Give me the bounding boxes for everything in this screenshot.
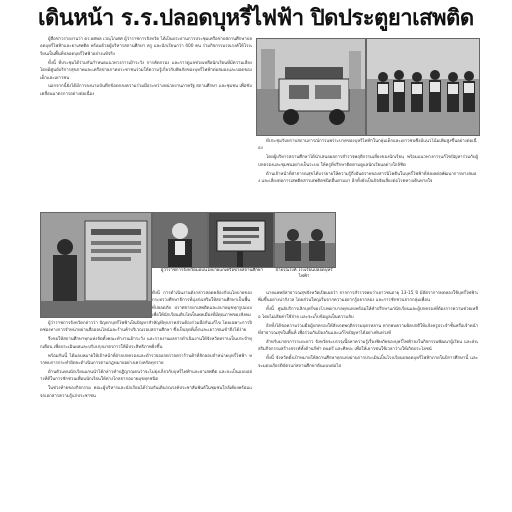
paragraph: ผู้ว่าราชการจังหวัดกล่าวว่า ปัญหาบุหรี่ไฟฟ้าเป็นปัญหาสำคัญที่ทุกภาคส่วนต้องร่วมมือกันแก้ไข โดยเฉพาะการปิดช่องทางการจำหน่ายผ่านสื่อออนไลน์และร้านค้าบริเวณรอบสถานศึกษา ซึ่งเป็นจุดที่เด็กและเยาวชนเข้าถึงได้ง่าย (40, 321, 252, 334)
paragraph: พร้อมกันนี้ ได้มอบหมายให้เจ้าหน้าที่ฝ่ายปกครองและตำรวจออกตรวจตราร้านค้าที่ลักลอบจำหน่ายบุหรี่ไฟฟ้า หากพบการกระทำผิดจะดำเนินการตามกฎหมายอย่างเคร่งครัดทุกราย (40, 353, 252, 367)
paragraph: นอกจากนี้ยังได้มีการลงนามบันทึกข้อตกลงความร่วมมือระหว่างหน่วยงานภาครัฐ สถานศึกษา และชุมชน เพื่อขับเคลื่อนมาตรการอย่างต่อเนื่อง (40, 84, 252, 97)
photo-students (366, 38, 480, 136)
article-headline: เดินหน้า ร.ร.ปลอดบุหรี่ไฟฟ้า ปิดประตูยาเสพติด (38, 6, 474, 31)
paragraph: ในช่วงท้ายของกิจกรรม คณะผู้บริหารและนักเรียนได้ร่วมกันเดินรณรงค์ประชาสัมพันธ์ในชุมชนใกล้เคียงพร้อมแจกเอกสารความรู้แก่ประชาชน (40, 386, 252, 399)
paragraph: ทั้งนี้ การดำเนินงานดังกล่าวสอดคล้องกับนโยบายของกระทรวงศึกษาธิการที่มุ่งส่งเสริมให้สถานศึกษาเป็นพื้นที่ปลอดภัย ปราศจากยาเสพติดและอบายมุขทุกรูปแบบ เพื่อให้นักเรียนเติบโตเป็นพลเมืองที่มีคุณภาพของสังคม (152, 291, 252, 318)
photo-official-speaking (152, 212, 208, 268)
paragraph: ทั้งนี้ ศูนย์บริการเลิกบุหรี่ของโรงพยาบาลทุกแห่งพร้อมให้คำปรึกษาแก่นักเรียนและผู้ปกครองที่ต้องการความช่วยเหลือ โดยไม่เสียค่าใช้จ่าย และจะเก็บข้อมูลเป็นความลับ (258, 307, 478, 320)
photo-caption-left: ผู้ว่าราชการจังหวัดมอบนโยบายแก่เครือข่ายสถานศึกษา (160, 268, 264, 273)
photo-signboard (208, 212, 274, 268)
photo-official-banner (40, 212, 152, 318)
photo-caption-right: ป้ายรณรงค์ โรงเรียนปลอดบุหรี่ไฟฟ้า (275, 268, 333, 280)
paragraph: ผู้สื่อข่าวรายงานว่า ดร.ยศพล เวณุโกเศศ ผู้ว่าราชการจังหวัด ได้เป็นประธานการประชุมเครือข่ายสถานศึกษาปลอดบุหรี่ไฟฟ้าและยาเสพติด พร้อมด้วยผู้บริหารสถานศึกษา ครู และนักเรียนกว่า 400 คน ร่วมกิจกรรมรณรงค์ให้โรงเรียนเป็นพื้นที่ปลอดบุหรี่ไฟฟ้าอย่างแท้จริง (40, 37, 252, 57)
paragraph: ที่ประชุมรับทราบสถานการณ์การแพร่ระบาดของบุหรี่ไฟฟ้าในกลุ่มเด็กและเยาวชนซึ่งมีแนวโน้มเพิ่มสูงขึ้นอย่างต่อเนื่อง (258, 139, 477, 152)
paragraph: นายแพทย์สาธารณสุขจังหวัดเปิดเผยว่า จากการสำรวจพบว่าเยาวชนอายุ 13-15 ปี มีอัตราการทดลองใช้บุหรี่ไฟฟ้าเพิ่มขึ้นอย่างน่ากังวล โดยส่วนใหญ่เริ่มจากความอยากรู้อยากลอง และการชักชวนจากกลุ่มเพื่อน (258, 291, 478, 304)
paragraph: โดยผู้บริหารสถานศึกษาได้นำเสนอผลการสำรวจพฤติกรรมเสี่ยงของนักเรียน พร้อมแนวทางการแก้ไขปัญหาร่วมกับผู้ปกครองและชุมชนอย่างเป็นระบบ ให้ครูที่ปรึกษาติดตามดูแลนักเรียนอย่างใกล้ชิด (258, 155, 478, 168)
paragraph: ทั้งนี้ ที่ประชุมได้ร่วมกันกำหนดแนวทางการเฝ้าระวัง การคัดกรอง และการดูแลช่วยเหลือนักเรียนที่มีความเสี่ยง โดยมีศูนย์บริการสุขภาพและเครือข่ายภาคประชาชนร่วมให้ความรู้เกี่ยวกับพิษภัยของบุหรี่ไฟฟ้าต่อสมองและปอดของเด็กและเยาวชน (40, 60, 252, 81)
photo-meeting (274, 212, 336, 268)
left-column-mid (152, 290, 252, 318)
bottom-left-column (40, 320, 252, 506)
paragraph: ด้านตัวแทนนักเรียนแกนนำได้กล่าวคำปฏิญาณตนว่าจะไม่ยุ่งเกี่ยวกับบุหรี่ไฟฟ้าและยาเสพติด และจะเป็นแบบอย่างที่ดีในการชักชวนเพื่อนนักเรียนให้ห่างไกลจากอบายมุขทุกชนิด (40, 369, 252, 383)
paragraph: ทั้งนี้ จังหวัดตั้งเป้าหมายให้สถานศึกษาทุกแห่งผ่านการประเมินเป็นโรงเรียนปลอดบุหรี่ไฟฟ้าภายในปีการศึกษานี้ และจะมอบเกียรติบัตรแก่สถานศึกษาต้นแบบต่อไป (258, 356, 478, 369)
paragraph: จึงขอให้สถานศึกษาทุกแห่งจัดตั้งคณะทำงานเฝ้าระวัง และรายงานผลการดำเนินงานให้จังหวัดทราบเป็นประจำทุกเดือน เพื่อประเมินผลและปรับปรุงมาตรการให้มีประสิทธิภาพยิ่งขึ้น (40, 337, 252, 350)
photo-tuktuk (256, 38, 366, 136)
paragraph: ด้านเจ้าหน้าที่สาธารณสุขได้บรรยายให้ความรู้ถึงอันตรายของสารนิโคตินในบุหรี่ไฟฟ้าที่ส่งผลต่อพัฒนาการทางสมอง และเสี่ยงต่อการเสพติดสารเสพติดชนิดอื่นตามมา อีกทั้งยังเป็นปัจจัยเสี่ยงต่อโรคทางเดินหายใจ (258, 171, 477, 185)
bottom-right-column (258, 268, 478, 506)
paragraph: สำหรับมาตรการระยะยาว จังหวัดจะบรรจุเนื้อหาความรู้เรื่องพิษภัยของบุหรี่ไฟฟ้าลงในกิจกรรมพัฒนาผู้เรียน และส่งเสริมกิจกรรมสร้างสรรค์ทั้งด้านกีฬา ดนตรี และศิลปะ เพื่อให้เยาวชนใช้เวลาว่างให้เกิดประโยชน์ (258, 339, 478, 353)
paragraph: อีกทั้งได้ขอความร่วมมือผู้ปกครองให้สังเกตพฤติกรรมบุตรหลาน หากพบความผิดปกติให้แจ้งครูประจำชั้นหรือเจ้าหน้าที่สาธารณสุขในพื้นที่ เพื่อร่วมกันป้องกันและแก้ไขปัญหาได้อย่างทันท่วงที (258, 323, 478, 337)
left-column-top (40, 36, 252, 210)
